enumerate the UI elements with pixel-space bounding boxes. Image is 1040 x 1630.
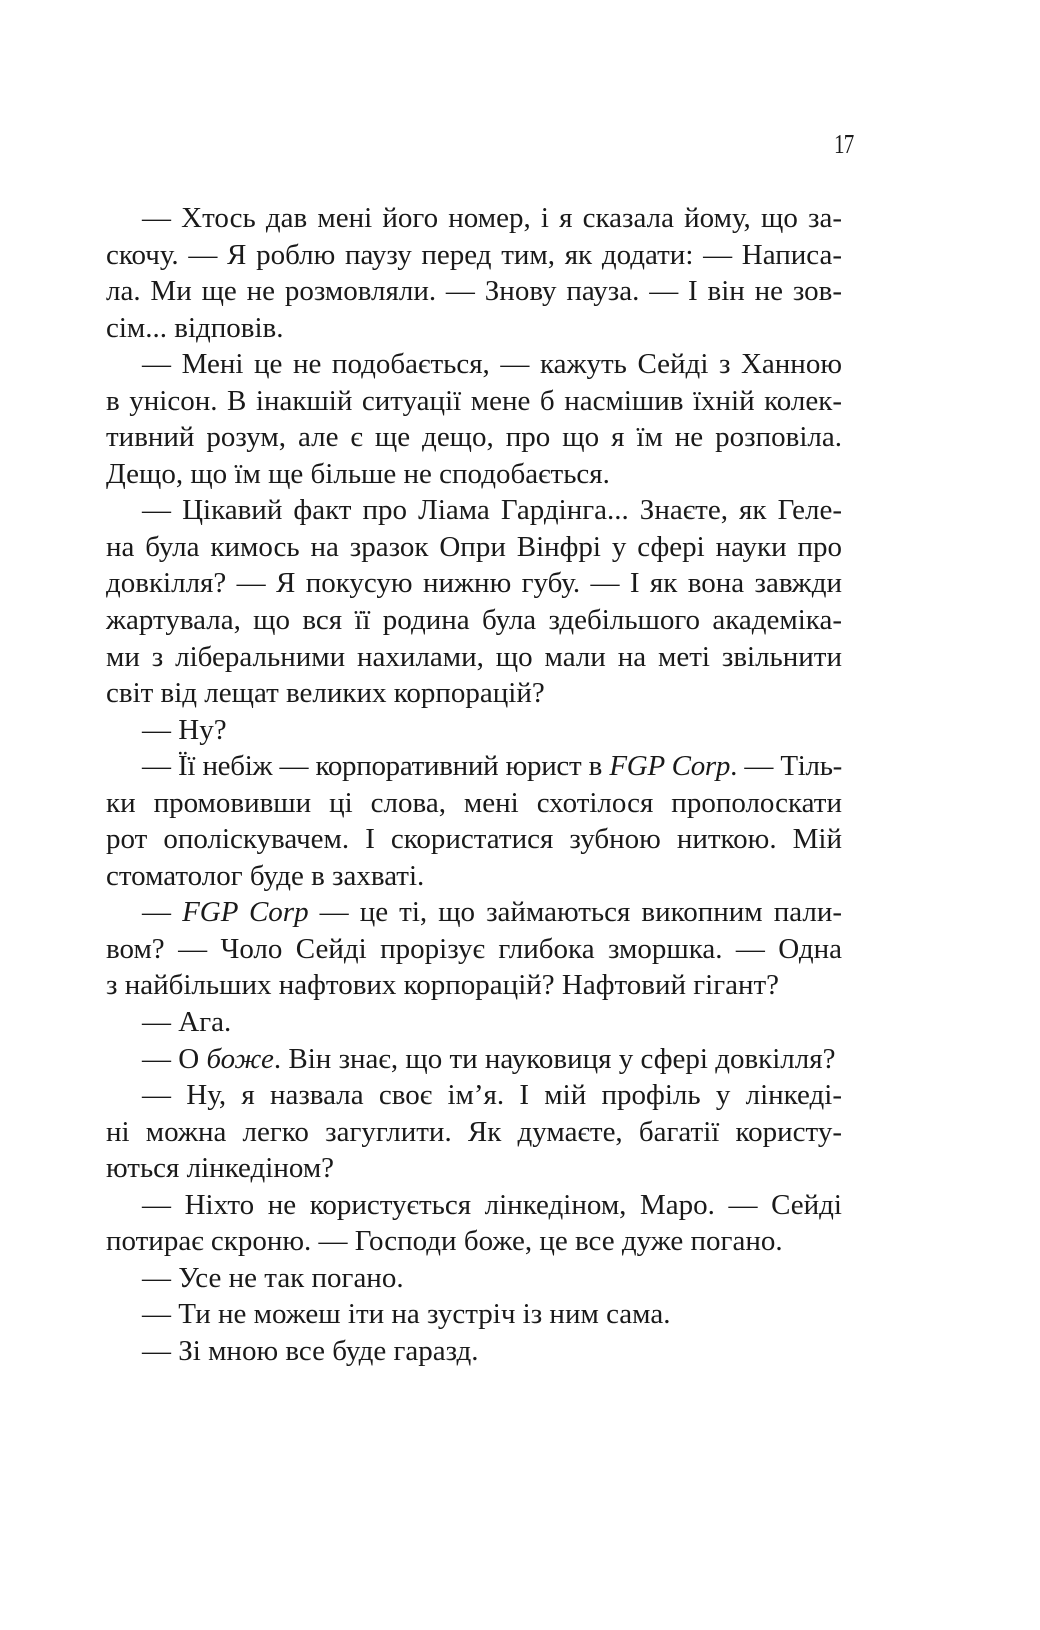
text-segment: в унісон. В інакшій ситуації мене б насмішив їхній колек- (106, 384, 842, 417)
text-line (106, 1004, 842, 1041)
text-line (106, 383, 842, 420)
text-line (106, 492, 842, 529)
body-text (106, 200, 842, 1370)
text-line (106, 748, 842, 785)
text-line (106, 1077, 842, 1114)
text-segment: скочу. — Я роблю паузу перед тим, як додати: — Написа- (106, 238, 842, 271)
text-segment: . Він знає, що ти науковиця у сфері довкілля? (273, 1042, 836, 1075)
text-segment: — Ага. (142, 1006, 232, 1039)
text-line (106, 712, 842, 749)
text-line (106, 967, 842, 1004)
text-segment: ні можна легко загуглити. Як думаєте, багатії користу- (106, 1115, 842, 1148)
text-line (106, 821, 842, 858)
text-line (106, 529, 842, 566)
text-line (106, 931, 842, 968)
text-line (106, 858, 842, 895)
text-line (106, 565, 842, 602)
text-segment: тивний розум, але є ще дещо, про що я їм не розповіла. (106, 421, 842, 454)
text-segment: — Усе не так погано. (142, 1261, 404, 1294)
text-segment: — Її небіж — корпоративний юрист в (142, 750, 610, 783)
text-segment: довкілля? — Я покусую нижню губу. — І як вона завжди (106, 567, 842, 600)
text-line (106, 1333, 842, 1370)
text-line (106, 1260, 842, 1297)
text-line (106, 419, 842, 456)
text-line (106, 456, 842, 493)
text-segment: ми з ліберальними нахилами, що мали на меті звільнити (106, 640, 842, 673)
text-line (106, 639, 842, 676)
text-line (106, 894, 842, 931)
text-line (106, 1223, 842, 1260)
text-line (106, 200, 842, 237)
text-line (106, 273, 842, 310)
text-line (106, 1296, 842, 1333)
text-segment: ються лінкедіном? (106, 1152, 335, 1185)
text-segment: — це ті, що займаються викопним пали- (308, 896, 843, 929)
text-segment: з найбільших нафтових корпорацій? Нафтовий гігант? (106, 969, 780, 1002)
text-line (106, 1114, 842, 1151)
text-line (106, 1187, 842, 1224)
text-segment: — (142, 896, 183, 929)
text-segment: — Мені це не подобається, — кажуть Сейді з Ханною (142, 348, 842, 381)
text-segment: — Цікавий факт про Ліама Гардінга... Знаєте, як Геле- (142, 494, 842, 527)
text-line (106, 1041, 842, 1078)
italic-text: боже (206, 1042, 274, 1075)
text-line (106, 237, 842, 274)
text-segment: ки промовивши ці слова, мені схотілося прополоскати (106, 786, 842, 819)
text-segment: потирає скроню. — Господи боже, це все дуже погано. (106, 1225, 783, 1258)
text-line (106, 785, 842, 822)
italic-text: FGP Corp (182, 896, 309, 929)
text-segment: на була кимось на зразок Опри Вінфрі у сфері науки про (106, 530, 842, 563)
text-segment: ла. Ми ще не розмовляли. — Знову пауза. — І він не зов- (106, 275, 842, 308)
text-segment: — О (142, 1042, 207, 1075)
text-line (106, 675, 842, 712)
text-segment: . — Тіль- (730, 750, 842, 783)
text-segment: — Хтось дав мені його номер, і я сказала йому, що за- (142, 202, 842, 234)
text-segment: жартувала, що вся її родина була здебільшого академіка- (106, 604, 842, 637)
text-segment: — Зі мною все буде гаразд. (142, 1334, 479, 1367)
text-line (106, 310, 842, 347)
text-segment: рот ополіскувачем. І скористатися зубною ниткою. Мій (106, 823, 842, 856)
text-segment: — Ну, я назвала своє ім’я. І мій профіль у лінкеді- (142, 1079, 842, 1112)
text-segment: світ від лещат великих корпорацій? (106, 677, 545, 710)
text-segment: вом? — Чоло Сейді прорізує глибока зморшка. — Одна (106, 932, 842, 965)
text-segment: стоматолог буде в захваті. (106, 859, 425, 892)
text-segment: Дещо, що їм ще більше не сподобається. (106, 457, 610, 490)
text-line (106, 346, 842, 383)
text-segment: — Ти не можеш іти на зустріч із ним сама. (142, 1298, 671, 1331)
text-line (106, 602, 842, 639)
page-number: 17 (834, 129, 854, 159)
text-segment: — Ніхто не користується лінкедіном, Маро. — Сейді (142, 1188, 842, 1221)
text-segment: — Ну? (142, 713, 227, 746)
italic-text: FGP Corp (609, 750, 731, 783)
text-segment: сім... відповів. (106, 311, 284, 344)
text-line (106, 1150, 842, 1187)
